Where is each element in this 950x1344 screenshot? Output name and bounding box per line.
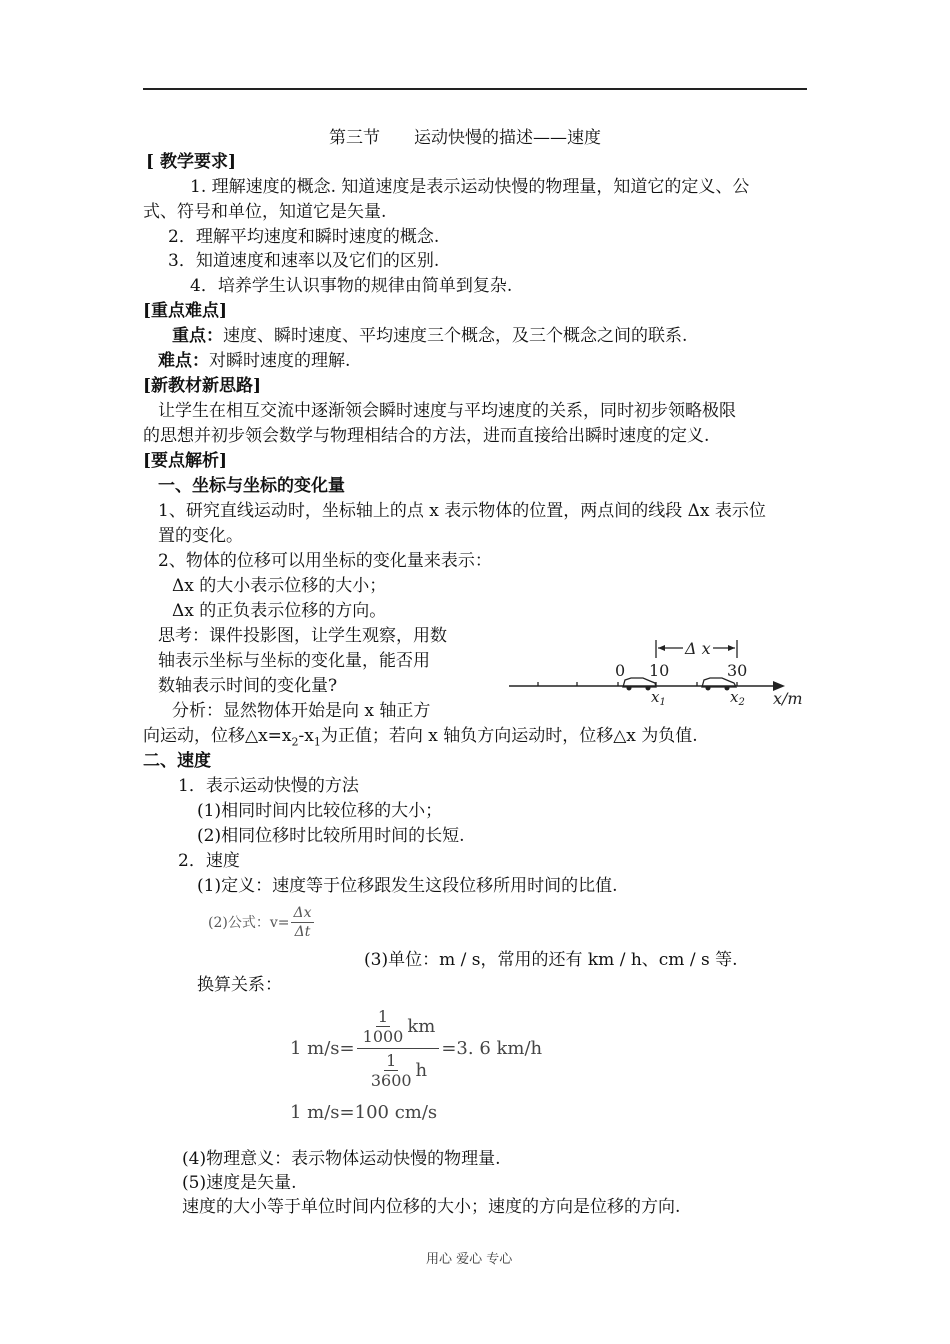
conv1-numerator [357, 1007, 440, 1049]
key-point [172, 324, 687, 348]
analysis-line2-part-a: 向运动，位移△x=x [143, 726, 292, 746]
heading-new-approach: [新教材新思路] [143, 376, 262, 396]
requirement-1-line2: 式、符号和单位，知道它是矢量. [143, 202, 387, 222]
section-2-title: 二、速度 [143, 751, 211, 771]
method-a: (1)相同时间内比较位移的大小； [197, 801, 443, 821]
difficult-point-text: 对瞬时速度的理解. [209, 351, 351, 371]
velocity-definition: (1)定义：速度等于位移跟发生这段位移所用时间的比值. [197, 876, 618, 896]
conv1-num-frac-bottom: 1000 [362, 1026, 404, 1046]
analysis-line2-part-c: 为正值；若向 x 轴负方向运动时，位移△x 为负值. [320, 726, 698, 746]
number-line-figure [505, 630, 811, 712]
difficult-point-label: 难点： [158, 351, 209, 371]
conv1-den-frac-bottom: 3600 [370, 1070, 412, 1090]
analysis-line2-part-b: -x [298, 726, 314, 746]
axis-unit-label: x/m [773, 689, 803, 708]
heading-analysis: [要点解析] [143, 451, 228, 471]
delta-x-label: Δ x [685, 639, 711, 658]
point-1-line1: 1、研究直线运动时，坐标轴上的点 x 表示物体的位置，两点间的线段 Δx 表示位 [158, 501, 766, 521]
number-line-svg [505, 630, 811, 712]
new-approach-line1: 让学生在相互交流中逐渐领会瞬时速度与平均速度的关系，同时初步领略极限 [158, 401, 736, 421]
formula-numerator: Δx [293, 904, 312, 921]
key-point-text: 速度、瞬时速度、平均速度三个概念，及三个概念之间的联系. [223, 326, 688, 346]
conversion-formula-2: 1 m/s=100 cm/s [290, 1102, 438, 1123]
difficult-point [158, 349, 350, 373]
conv1-num-fraction [361, 1007, 406, 1046]
conv1-right: =3. 6 km/h [441, 1037, 543, 1059]
requirement-1-line1: 1. 理解速度的概念. 知道速度是表示运动快慢的物理量，知道它的定义、公 [190, 177, 750, 197]
formula-prefix: (2)公式：v= [208, 915, 290, 931]
page-footer: 用心 爱心 专心 [426, 1252, 513, 1267]
conv1-big-fraction [357, 1007, 440, 1090]
header-rule [143, 88, 807, 90]
formula-fraction [291, 904, 313, 941]
conv1-num-unit: km [407, 1015, 436, 1037]
new-approach-line2: 的思想并初步领会数学与物理相结合的方法，进而直接给出瞬时速度的定义. [143, 426, 710, 446]
analysis-line2 [143, 724, 698, 754]
tick-label-10: 10 [649, 661, 670, 680]
bracket-arrow-right [728, 645, 735, 651]
x2-label: $x_2$ [730, 688, 745, 708]
velocity-unit: (3)单位：m / s，常用的还有 km / h、cm / s 等. [364, 950, 738, 970]
subscript-2: 2 [291, 735, 299, 749]
velocity-formula [208, 900, 314, 944]
velocity-heading: 2．速度 [178, 851, 240, 871]
page-title: 运动快慢的描述——速度 [414, 128, 601, 148]
think-line2: 轴表示坐标与坐标的变化量，能否用 [158, 651, 430, 671]
think-line3: 数轴表示时间的变化量? [158, 676, 338, 696]
conv1-den-unit: h [415, 1059, 428, 1081]
requirement-3: 3．知道速度和速率以及它们的区别. [168, 251, 440, 271]
analysis-line1: 分析：显然物体开始是向 x 轴正方 [172, 701, 431, 721]
section-number: 第三节 [329, 128, 380, 148]
formula-denominator: Δt [294, 923, 311, 940]
method-b: (2)相同位移时比较所用时间的长短. [197, 826, 465, 846]
heading-teaching-requirements: [ 教学要求] [146, 152, 237, 172]
conv1-left: 1 m/s= [290, 1037, 355, 1059]
subscript-1: 1 [313, 735, 321, 749]
conv1-den-fraction [369, 1051, 414, 1090]
requirement-4: 4．培养学生认识事物的规律由简单到复杂. [190, 276, 513, 296]
think-line1: 思考：课件投影图，让学生观察，用数 [158, 626, 447, 646]
x1-label: $x_1$ [651, 688, 666, 708]
method-heading: 1．表示运动快慢的方法 [178, 776, 359, 796]
physical-meaning: (4)物理意义：表示物体运动快慢的物理量. [182, 1149, 501, 1169]
point-1-line2: 置的变化。 [158, 526, 243, 546]
conversion-formula-1 [290, 1003, 542, 1093]
key-point-label: 重点： [172, 326, 223, 346]
conv1-denominator [365, 1049, 431, 1090]
velocity-is-vector: (5)速度是矢量. [182, 1173, 297, 1193]
tick-label-0: 0 [615, 661, 626, 680]
heading-key-points: [重点难点] [143, 301, 228, 321]
point-2b: Δx 的正负表示位移的方向。 [172, 601, 387, 621]
conv1-num-frac-top: 1 [377, 1006, 389, 1026]
bracket-arrow-left [658, 645, 665, 651]
requirement-2: 2．理解平均速度和瞬时速度的概念. [168, 227, 440, 247]
section-1-title: 一、坐标与坐标的变化量 [158, 476, 345, 496]
point-2a: Δx 的大小表示位移的大小； [172, 576, 387, 596]
point-2: 2、物体的位移可以用坐标的变化量来表示： [158, 551, 492, 571]
velocity-magnitude-direction: 速度的大小等于单位时间内位移的大小；速度的方向是位移的方向. [182, 1197, 681, 1217]
conversion-heading: 换算关系： [197, 975, 282, 995]
tick-label-30: 30 [727, 661, 748, 680]
conv1-den-frac-top: 1 [386, 1050, 397, 1070]
